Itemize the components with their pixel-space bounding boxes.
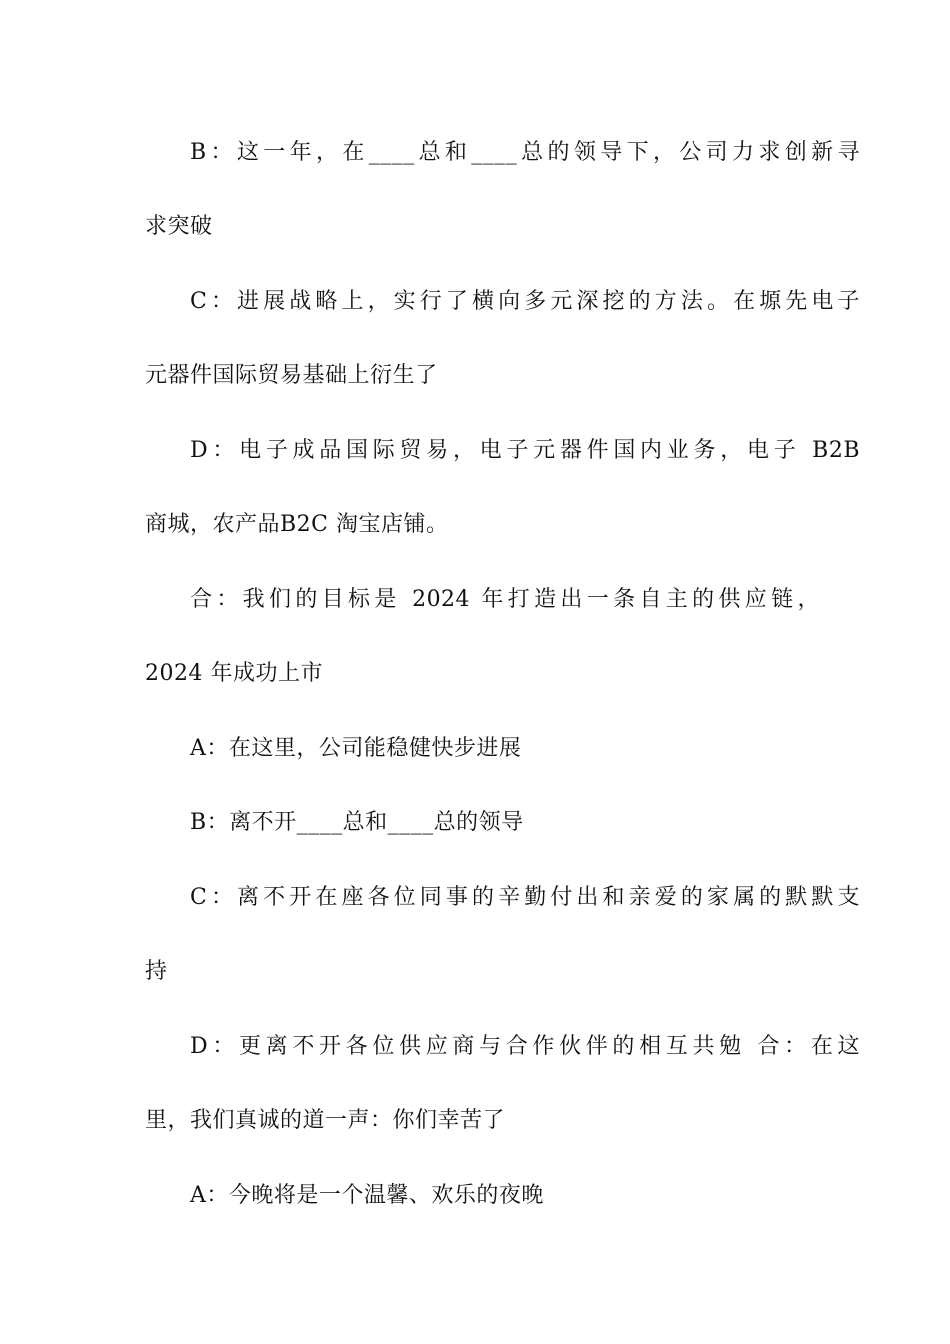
paragraph-c-2-line-1: C：离不开在座各位同事的辛勤付出和亲爱的家属的默默支 [190,885,860,910]
paragraph-d-2-line-1: D：更离不开各位供应商与合作伙伴的相互共勉 合：在这 [190,1034,860,1059]
paragraph-b-1-line-1: B：这一年，在____总和____总的领导下，公司力求创新寻 [190,140,860,165]
paragraph-d-1-line-2: 商城，农产品B2C 淘宝店铺。 [145,512,449,537]
paragraph-c-1-line-2: 元器件国际贸易基础上衍生了 [145,363,438,388]
paragraph-he-1-line-1: 合：我们的目标是 2024 年打造出一条自主的供应链， [190,587,820,612]
paragraph-b-1-line-2: 求突破 [145,214,213,239]
paragraph-he-1-line-2: 2024 年成功上市 [145,661,323,686]
paragraph-c-1-line-1: C：进展战略上，实行了横向多元深挖的方法。在塬先电子 [190,289,860,314]
paragraph-a-2: A：今晚将是一个温馨、欢乐的夜晚 [190,1183,544,1208]
paragraph-d-2-line-2: 里，我们真诚的道一声：你们幸苦了 [145,1108,506,1133]
paragraph-a-1: A：在这里，公司能稳健快步进展 [190,736,522,761]
paragraph-d-1-line-1: D：电子成品国际贸易，电子元器件国内业务，电子 B2B [190,438,860,463]
paragraph-c-2-line-2: 持 [145,959,168,984]
paragraph-b-2: B：离不开____总和____总的领导 [190,810,524,835]
